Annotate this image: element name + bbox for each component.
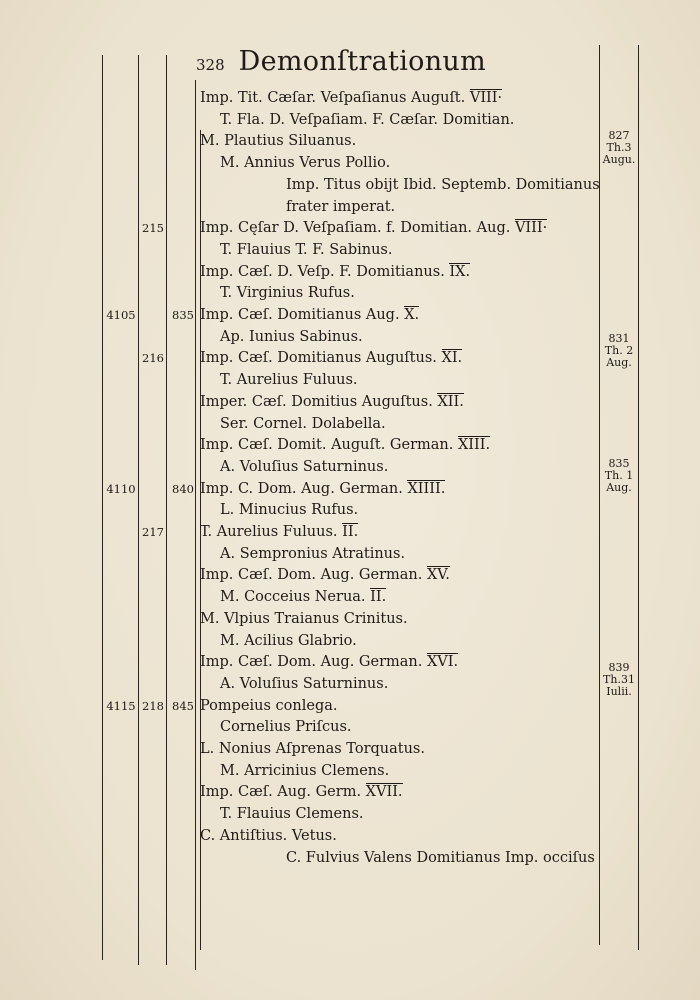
- period-cell: [140, 478, 166, 500]
- side-note-line: 839: [608, 661, 630, 674]
- period-cell: [140, 109, 166, 131]
- entry-line: [220, 543, 405, 565]
- table-row: [0, 738, 700, 760]
- entry-text: C. Antiſtius. Vetus.: [200, 827, 337, 844]
- table-row: [0, 326, 700, 348]
- period-cell: 215: [142, 221, 164, 236]
- table-row: [0, 344, 700, 369]
- year-cell: [104, 651, 138, 673]
- period-cell: [140, 434, 166, 456]
- year-cell: [104, 217, 138, 239]
- period-cell: [140, 716, 166, 738]
- side-note: [601, 662, 637, 698]
- year-cell: 4110: [106, 481, 136, 496]
- urbs-year-cell: 835: [172, 308, 194, 322]
- table-row: [0, 239, 700, 261]
- period-cell: [140, 413, 166, 435]
- table-row: [0, 847, 700, 869]
- entry-line: [220, 673, 388, 695]
- table-row: [0, 760, 700, 782]
- table-row: [0, 413, 700, 435]
- year-cell: [104, 174, 138, 196]
- urbs-year-cell: [168, 608, 198, 630]
- entry-line: [220, 326, 363, 348]
- entry-line: [220, 630, 357, 652]
- entry-line: [286, 847, 595, 869]
- year-cell: 4115: [106, 698, 136, 713]
- urbs-year-cell: [168, 130, 198, 152]
- urbs-year-cell: [168, 282, 198, 304]
- table-row: [0, 564, 700, 586]
- period-cell: [140, 304, 166, 326]
- urbs-year-cell: [168, 586, 198, 608]
- urbs-year-cell: [168, 499, 198, 521]
- entry-text: Imp. Titus obijt Ibid. Septemb. Domitianus: [286, 176, 600, 193]
- table-row: [0, 781, 700, 803]
- entry-text: C. Fulvius Valens Domitianus Imp. occiſus: [286, 849, 595, 866]
- entry-line: [200, 347, 462, 369]
- table-row: [0, 695, 700, 717]
- entry-line: [200, 130, 356, 152]
- entry-text: T. Flauius T. F. Sabinus.: [220, 241, 393, 258]
- side-note-line: Iulii.: [606, 685, 632, 698]
- entry-line: [200, 564, 450, 586]
- period-cell: [140, 760, 166, 782]
- entry-text: M. Vlpius Traianus Crinitus.: [200, 610, 408, 627]
- table-row: [0, 196, 700, 218]
- urbs-year-cell: [168, 369, 198, 391]
- table-row: [0, 130, 700, 152]
- entry-text: L. Minucius Rufus.: [220, 502, 359, 519]
- entry-line: [200, 825, 337, 847]
- table-row: [0, 109, 700, 131]
- entry-text: T. Aurelius Fuluus.: [220, 372, 358, 389]
- table-row: [0, 608, 700, 630]
- period-cell: [140, 130, 166, 152]
- urbs-year-cell: [168, 716, 198, 738]
- entry-text: Imp. Tit. Cæſar. Veſpaſianus Auguſt.: [200, 90, 466, 106]
- period-cell: [140, 543, 166, 565]
- urbs-year-cell: [168, 630, 198, 652]
- period-cell: [140, 673, 166, 695]
- urbs-year-cell: [168, 803, 198, 825]
- urbs-year-cell: [168, 413, 198, 435]
- roman-numeral: XVII.: [365, 784, 403, 801]
- urbs-year-cell: [168, 434, 198, 456]
- year-cell: [104, 326, 138, 348]
- period-cell: [140, 391, 166, 413]
- entry-line: [200, 87, 502, 109]
- entry-text: Imp. Cæſ. Domitianus Aug.: [200, 307, 400, 323]
- year-cell: [104, 760, 138, 782]
- urbs-year-cell: [168, 651, 198, 673]
- year-cell: [104, 630, 138, 652]
- year-cell: [104, 130, 138, 152]
- year-cell: [104, 261, 138, 283]
- year-cell: 4105: [106, 308, 136, 322]
- table-row: [0, 803, 700, 825]
- year-cell: [104, 586, 138, 608]
- entry-text: frater imperat.: [286, 198, 396, 215]
- urbs-year-cell: [168, 239, 198, 261]
- urbs-year-cell: [168, 174, 198, 196]
- year-cell: [104, 803, 138, 825]
- side-note-line: Th.3: [606, 141, 632, 154]
- side-note: [601, 130, 637, 166]
- table-row: [0, 825, 700, 847]
- entry-text: L. Nonius Aſprenas Torquatus.: [200, 741, 425, 757]
- entry-text: T. Virginius Rufus.: [220, 285, 355, 302]
- table-row: [0, 174, 700, 196]
- entry-text: A. Sempronius Atratinus.: [220, 545, 406, 562]
- urbs-year-cell: [168, 521, 198, 543]
- period-cell: [140, 326, 166, 348]
- page-number: 328: [196, 56, 225, 74]
- entry-text: Imp. C. Dom. Aug. German.: [200, 480, 403, 497]
- roman-numeral: VIII·: [514, 220, 548, 237]
- urbs-year-cell: [168, 738, 198, 760]
- entry-line: [220, 239, 392, 261]
- entry-line: [286, 196, 395, 218]
- entry-text: Imp. Cæſ. Dom. Aug. German.: [200, 567, 423, 584]
- table-row: [0, 456, 700, 478]
- entry-line: [220, 456, 388, 478]
- roman-numeral: IX.: [449, 263, 471, 280]
- period-cell: [140, 369, 166, 391]
- entry-line: [200, 521, 358, 543]
- entry-line: [220, 413, 386, 435]
- period-cell: [140, 825, 166, 847]
- entry-text: T. Fla. D. Veſpaſiam. F. Cæſar. Domitian.: [220, 111, 515, 128]
- urbs-year-cell: [168, 109, 198, 131]
- year-cell: [104, 499, 138, 521]
- running-title: Demonſtrationum: [238, 46, 486, 77]
- entry-text: Imp. Cæſ. Aug. Germ.: [200, 784, 362, 801]
- urbs-year-cell: [168, 391, 198, 413]
- year-cell: [104, 239, 138, 261]
- roman-numeral: II.: [342, 524, 359, 540]
- table-row: [0, 478, 700, 500]
- year-cell: [104, 109, 138, 131]
- entry-line: [200, 781, 403, 803]
- year-cell: [104, 673, 138, 695]
- table-row: [0, 543, 700, 565]
- year-cell: [104, 282, 138, 304]
- period-cell: [140, 87, 166, 109]
- table-row: [0, 87, 700, 109]
- entry-line: [200, 608, 408, 630]
- table-row: [0, 499, 700, 521]
- table-row: [0, 434, 700, 456]
- year-cell: [104, 152, 138, 174]
- urbs-year-cell: [168, 261, 198, 283]
- page-header: [196, 46, 486, 82]
- period-cell: [140, 239, 166, 261]
- year-cell: [104, 825, 138, 847]
- side-note-line: Th. 1: [604, 469, 634, 482]
- entry-text: T. Aurelius Fuluus.: [200, 524, 338, 540]
- entry-line: [220, 586, 386, 608]
- entry-text: A. Voluſius Saturninus.: [220, 458, 389, 475]
- entry-line: [200, 434, 490, 456]
- period-cell: 217: [142, 525, 164, 539]
- entry-line: [200, 391, 464, 413]
- period-cell: 218: [142, 698, 164, 713]
- urbs-year-cell: [168, 152, 198, 174]
- table-row: [0, 630, 700, 652]
- side-note-line: Aug.: [606, 481, 632, 494]
- year-cell: [104, 738, 138, 760]
- roman-numeral: VIII·: [469, 90, 503, 106]
- urbs-year-cell: [168, 196, 198, 218]
- entry-text: T. Flauius Clemens.: [220, 806, 364, 823]
- roman-numeral: XIII.: [457, 437, 491, 454]
- entry-text: Ap. Iunius Sabinus.: [220, 328, 363, 345]
- urbs-year-cell: [168, 847, 198, 869]
- period-cell: [140, 651, 166, 673]
- entry-text: M. Cocceius Nerua.: [220, 589, 366, 606]
- entry-text: Imp. Cæſ. Domit. Auguſt. German.: [200, 437, 454, 454]
- period-cell: [140, 847, 166, 869]
- period-cell: [140, 564, 166, 586]
- entry-text: M. Plautius Siluanus.: [200, 133, 357, 150]
- entry-line: [220, 716, 352, 738]
- period-cell: [140, 282, 166, 304]
- entry-line: [200, 261, 470, 283]
- urbs-year-cell: [168, 456, 198, 478]
- urbs-year-cell: [168, 825, 198, 847]
- entry-text: Cornelius Priſcus.: [220, 719, 352, 736]
- entry-text: Ser. Cornel. Dolabella.: [220, 415, 386, 432]
- entry-line: [200, 738, 425, 760]
- table-row: [0, 391, 700, 413]
- year-cell: [104, 391, 138, 413]
- entry-text: M. Arricinius Clemens.: [220, 762, 390, 779]
- urbs-year-cell: 845: [172, 698, 194, 713]
- entry-text: Imp. Cæſ. D. Veſp. F. Domitianus.: [200, 263, 445, 280]
- roman-numeral: XI.: [441, 350, 463, 367]
- year-cell: [104, 543, 138, 565]
- period-cell: [140, 781, 166, 803]
- year-cell: [104, 716, 138, 738]
- urbs-year-cell: [168, 760, 198, 782]
- table-row: [0, 521, 700, 543]
- entry-text: M. Acilius Glabrio.: [220, 632, 357, 649]
- entry-line: [200, 478, 445, 500]
- roman-numeral: XV.: [426, 567, 450, 584]
- side-note: [601, 458, 637, 494]
- entry-line: [220, 499, 358, 521]
- period-cell: [140, 608, 166, 630]
- year-cell: [104, 196, 138, 218]
- urbs-year-cell: [168, 543, 198, 565]
- period-cell: [140, 803, 166, 825]
- entry-line: [200, 304, 419, 326]
- year-cell: [104, 521, 138, 543]
- side-note-line: Augu.: [602, 153, 636, 166]
- urbs-year-cell: [168, 87, 198, 109]
- entry-line: [200, 695, 337, 717]
- table-row: [0, 651, 700, 673]
- entry-line: [200, 217, 547, 239]
- entry-line: [220, 152, 390, 174]
- entry-line: [220, 369, 358, 391]
- table-row: [0, 152, 700, 174]
- table-row: [0, 261, 700, 283]
- urbs-year-cell: [168, 564, 198, 586]
- urbs-year-cell: 840: [172, 481, 194, 496]
- entry-line: [220, 282, 355, 304]
- entry-text: Imp. Cæſ. Domitianus Auguſtus.: [200, 350, 437, 367]
- side-note-line: 835: [608, 457, 630, 470]
- roman-numeral: XVI.: [426, 654, 459, 671]
- table-row: [0, 586, 700, 608]
- entry-line: [286, 174, 600, 196]
- period-cell: [140, 261, 166, 283]
- table-row: [0, 282, 700, 304]
- period-cell: [140, 499, 166, 521]
- year-cell: [104, 347, 138, 369]
- entry-text: Imp. Cęſar D. Veſpaſiam. f. Domitian. Aug.: [200, 220, 511, 237]
- period-cell: [140, 152, 166, 174]
- year-cell: [104, 434, 138, 456]
- table-row: [0, 716, 700, 738]
- urbs-year-cell: [168, 673, 198, 695]
- entry-text: Imper. Cæſ. Domitius Auguſtus.: [200, 393, 433, 410]
- table-row: [0, 369, 700, 391]
- period-cell: [140, 738, 166, 760]
- period-cell: [140, 196, 166, 218]
- entry-line: [220, 109, 514, 131]
- year-cell: [104, 413, 138, 435]
- period-cell: [140, 174, 166, 196]
- entry-text: Imp. Cæſ. Dom. Aug. German.: [200, 654, 423, 671]
- roman-numeral: X.: [404, 307, 420, 323]
- year-cell: [104, 781, 138, 803]
- entry-text: Pompeius conlega.: [200, 697, 338, 714]
- period-cell: [140, 586, 166, 608]
- year-cell: [104, 456, 138, 478]
- entry-text: M. Annius Verus Pollio.: [220, 155, 391, 172]
- year-cell: [104, 564, 138, 586]
- entry-line: [200, 651, 458, 673]
- urbs-year-cell: [168, 781, 198, 803]
- period-cell: [140, 456, 166, 478]
- side-note-line: 827: [608, 129, 630, 142]
- year-cell: [104, 369, 138, 391]
- year-cell: [104, 847, 138, 869]
- roman-numeral: II.: [370, 589, 387, 606]
- urbs-year-cell: [168, 347, 198, 369]
- roman-numeral: XIIII.: [407, 480, 446, 497]
- entry-line: [220, 803, 364, 825]
- side-note-line: 831: [608, 332, 630, 345]
- urbs-year-cell: [168, 217, 198, 239]
- table-row: [0, 673, 700, 695]
- year-cell: [104, 608, 138, 630]
- period-cell: [140, 630, 166, 652]
- side-note: [601, 333, 637, 369]
- period-cell: 216: [142, 351, 164, 366]
- side-note-line: Th.31: [603, 673, 635, 686]
- roman-numeral: XII.: [437, 393, 464, 410]
- table-row: [0, 217, 700, 239]
- side-note-line: Th. 2: [604, 344, 634, 357]
- year-cell: [104, 87, 138, 109]
- urbs-year-cell: [168, 326, 198, 348]
- side-note-line: Aug.: [606, 356, 632, 369]
- entry-text: A. Voluſius Saturninus.: [220, 675, 389, 692]
- entry-line: [220, 760, 389, 782]
- table-row: [0, 304, 700, 326]
